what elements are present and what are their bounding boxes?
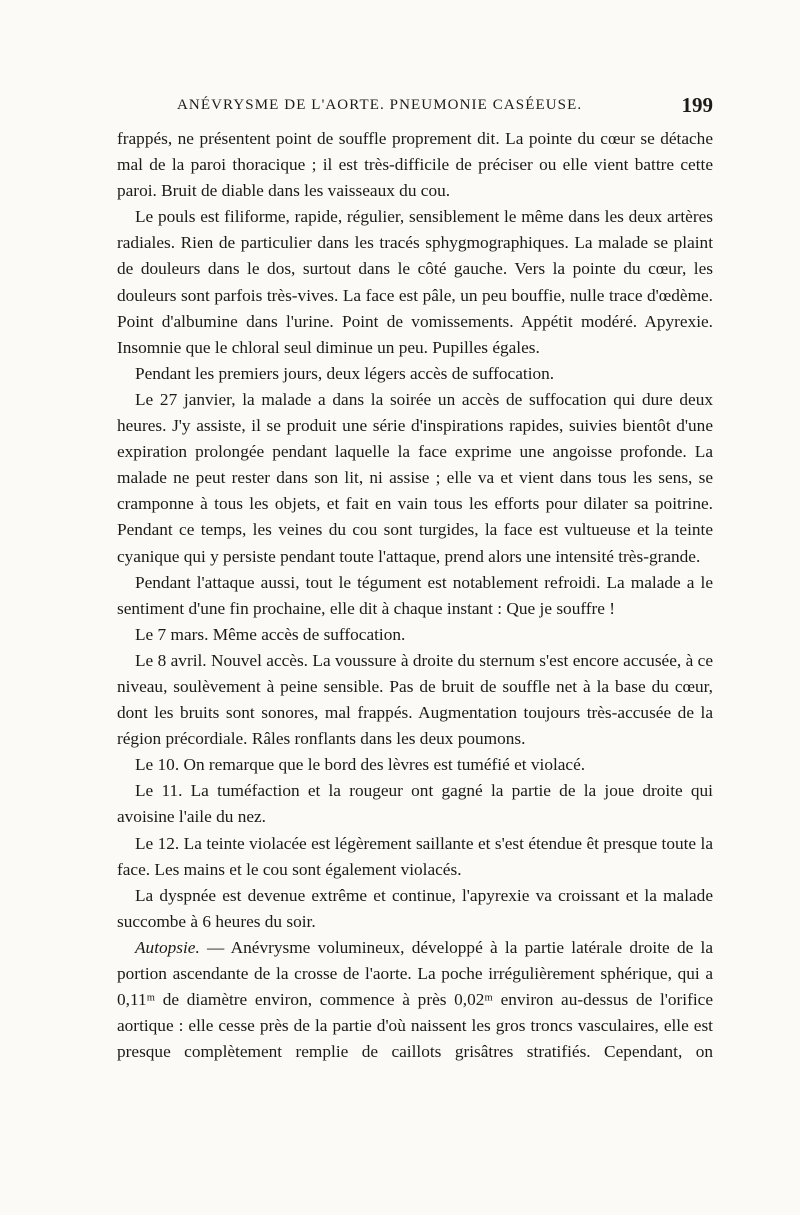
paragraph-4: Le 27 janvier, la malade a dans la soirée un accès de suffocation qui dure deux heures. J'y assiste, il se produit une série d'inspirations rapides, suivies bientôt d'une expiration prolongée pendant laquelle la face exprime une angoisse profonde. La malade ne peut rester dans son lit, ni assise ; elle va et vient dans tous les sens, se cramponne à tous les objets, et fait en vain tous les efforts pour dilater sa poitrine. Pendant ce temps, les veines du cou sont turgides, la face est vultueuse et la teinte cyanique qui y persiste pendant toute l'attaque, prend alors une intensité très-grande.: [117, 389, 713, 566]
paragraph-10: Le 12. La teinte violacée est légèrement saillante et s'est étendue êt presque toute la face. Les mains et le cou sont également violacés.: [117, 833, 713, 879]
paragraph-1: frappés, ne présentent point de souffle proprement dit. La pointe du cœur se détache mal de la paroi thoracique ; il est très-difficile de préciser ou elle vient battre cette paroi. Bruit de diable dans les vaisseaux du cou.: [117, 129, 713, 201]
autopsy-text: — Anévrysme volumineux, développé à la partie latérale droite de la portion ascendante de la crosse de l'aorte. La poche irrégulièrement sphérique, qui a 0,11ᵐ de diamètre environ, commence à près 0,02ᵐ environ au-dessus de l'orifice aortique : elle cesse près de la partie d'où naissent les gros troncs vasculaires, elle est presque complètement remplie de caillots grisâtres stratifiés. Cependant, on: [117, 937, 713, 1062]
page-number: 199: [681, 93, 713, 117]
text-body: [117, 126, 713, 1065]
paragraph-3: Pendant les premiers jours, deux légers accès de suffocation.: [135, 363, 555, 383]
running-title: ANÉVRYSME DE L'AORTE. PNEUMONIE CASÉEUSE.: [177, 97, 583, 113]
running-head: [117, 92, 713, 118]
paragraph-12: [117, 935, 713, 1065]
paragraph-5: Pendant l'attaque aussi, tout le tégument est notablement refroidi. La malade a le sentiment d'une fin prochaine, elle dit à chaque instant : Que je souffre !: [117, 572, 713, 618]
autopsy-lead: Autopsie.: [135, 937, 200, 957]
paragraph-8: Le 10. On remarque que le bord des lèvres est tuméfié et violacé.: [135, 755, 586, 775]
paragraph-7: Le 8 avril. Nouvel accès. La voussure à droite du sternum s'est encore accusée, à ce niveau, soulèvement à peine sensible. Pas de bruit de souffle net à la base du cœur, dont les bruits sont sonores, mal frappés. Augmentation toujours très-accusée de la région précordiale. Râles ronflants dans les deux poumons.: [117, 650, 713, 749]
paragraph-2: Le pouls est filiforme, rapide, régulier, sensiblement le même dans les deux artères radiales. Rien de particulier dans les tracés sphygmographiques. La malade se plaint de douleurs dans le dos, surtout dans le côté gauche. Vers la pointe du cœur, les douleurs sont parfois très-vives. La face est pâle, un peu bouffie, nulle trace d'œdème. Point d'albumine dans l'urine. Point de vomissements. Appétit modéré. Apyrexie. Insomnie que le chloral seul diminue un peu. Pupilles égales.: [117, 207, 713, 357]
paragraph-11: La dyspnée est devenue extrême et continue, l'apyrexie va croissant et la malade succombe à 6 heures du soir.: [117, 885, 713, 931]
paragraph-6: Le 7 mars. Même accès de suffocation.: [135, 624, 406, 644]
paragraph-9: Le 11. La tuméfaction et la rougeur ont gagné la partie de la joue droite qui avoisine l'aile du nez.: [117, 781, 713, 827]
